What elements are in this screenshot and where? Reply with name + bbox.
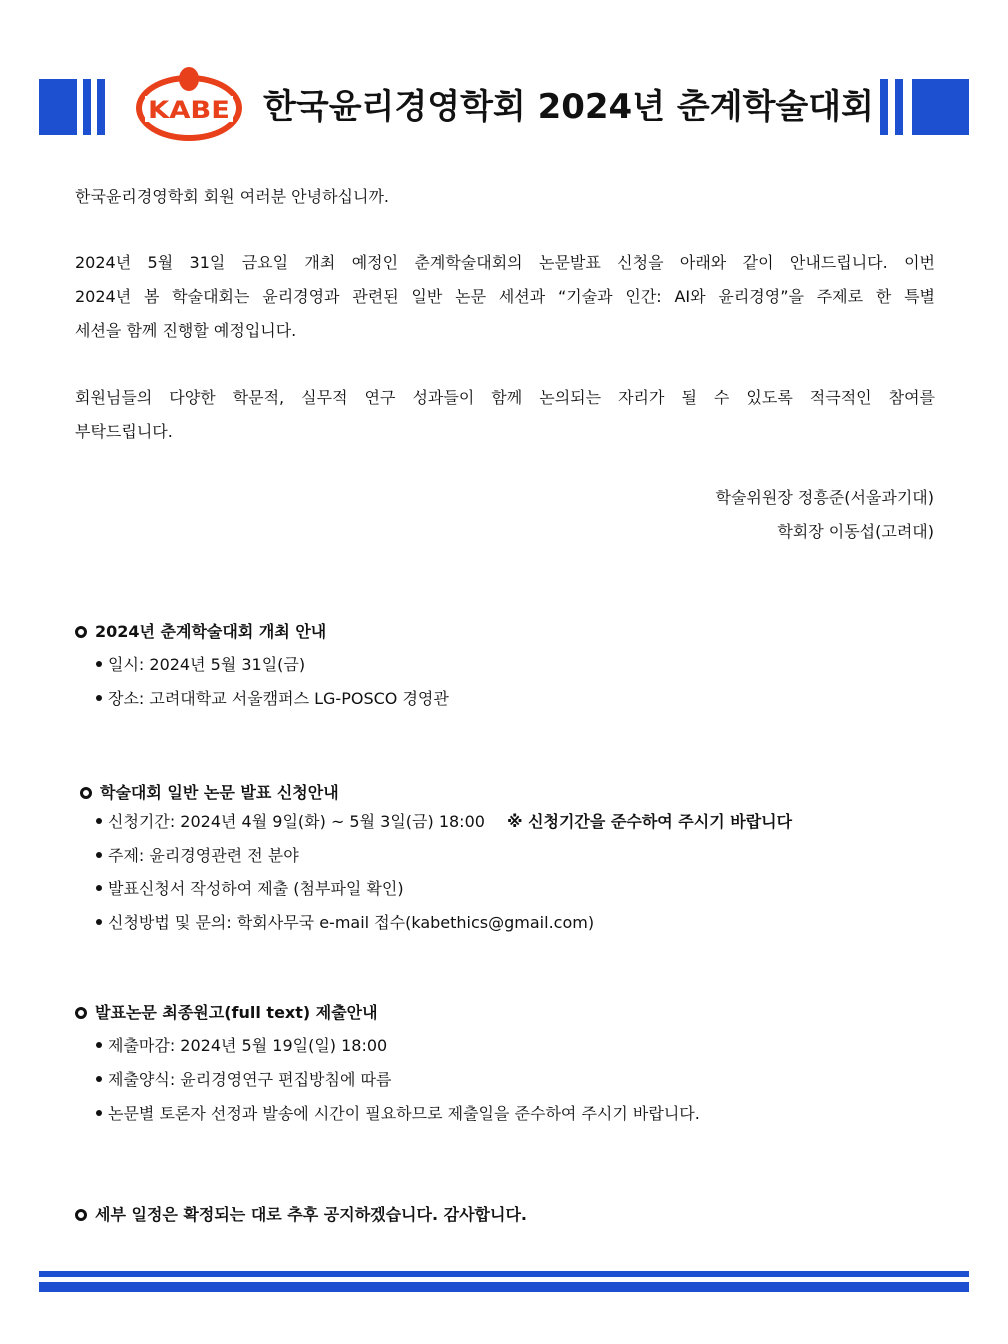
- header-bar-right-2: [895, 79, 903, 135]
- list-item-period: [96, 806, 792, 838]
- bullet-icon: [96, 1042, 102, 1048]
- list-item-format: [96, 1064, 391, 1096]
- greeting-text: 한국윤리경영학회 회원 여러분 안녕하십니까.: [75, 187, 390, 206]
- intro-line: 2024년 5월 31일 금요일 개최 예정인 춘계학술대회의 논문발표 신청을 아래와 같이 안내드립니다. 이번: [75, 253, 935, 272]
- circle-bullet-icon: [75, 626, 87, 638]
- section-title-fulltext: [75, 997, 378, 1029]
- header-bar-right-3: [912, 79, 969, 135]
- signature-president: 학회장 이동섭(고려대): [777, 522, 934, 541]
- kabe-logo: [135, 66, 243, 142]
- list-item-notice: [96, 1098, 700, 1130]
- bullet-icon: [96, 1110, 102, 1116]
- logo-text: KABE: [148, 96, 230, 124]
- list-item-contact: [96, 907, 594, 939]
- header-bar-left-3: [97, 79, 105, 135]
- list-item-text: 신청기간: 2024년 4월 9일(화) ~ 5월 3일(금) 18:00: [108, 812, 485, 831]
- list-item-topic: [96, 840, 299, 872]
- footer-bar-thin: [39, 1271, 969, 1277]
- list-item-text: 일시: 2024년 5월 31일(금): [108, 655, 306, 674]
- intro-line: 회원님들의 다양한 학문적, 실무적 연구 성과들이 함께 논의되는 자리가 될 수 있도록 적극적인 참여를: [75, 388, 935, 407]
- header-bar-left-2: [83, 79, 91, 135]
- list-item-form: [96, 873, 404, 905]
- circle-bullet-icon: [75, 1209, 87, 1221]
- header-bar-right-1: [880, 79, 888, 135]
- circle-bullet-icon: [80, 787, 92, 799]
- section-title-text: 세부 일정은 확정되는 대로 추후 공지하겠습니다. 감사합니다.: [95, 1205, 527, 1224]
- header-bar-left-1: [39, 79, 77, 135]
- footer-bar-thick: [39, 1282, 969, 1292]
- bullet-icon: [96, 919, 102, 925]
- section-title-text: 2024년 춘계학술대회 개최 안내: [95, 622, 327, 641]
- intro-line: 부탁드립니다.: [75, 422, 173, 441]
- intro-paragraph-2: [75, 381, 935, 449]
- list-item-text: 제출마감: 2024년 5월 19일(일) 18:00: [108, 1036, 388, 1055]
- circle-bullet-icon: [75, 1007, 87, 1019]
- bullet-icon: [96, 1076, 102, 1082]
- intro-line: 2024년 봄 학술대회는 윤리경영과 관련된 일반 논문 세션과 “기술과 인간: AI와 윤리경영”을 주제로 한 특별: [75, 287, 935, 306]
- section-title-submission: [80, 777, 339, 809]
- list-item-deadline: [96, 1030, 387, 1062]
- page-title: 한국윤리경영학회 2024년 춘계학술대회: [263, 87, 874, 127]
- list-item-text: 제출양식: 윤리경영연구 편집방침에 따름: [108, 1070, 392, 1089]
- intro-line: 세션을 함께 진행할 예정입니다.: [75, 321, 297, 340]
- intro-paragraph-1: [75, 246, 935, 348]
- header: [0, 0, 1008, 160]
- bullet-icon: [96, 695, 102, 701]
- list-item-date: [96, 649, 305, 681]
- bullet-icon: [96, 885, 102, 891]
- greeting: [75, 180, 935, 214]
- list-item-venue: [96, 683, 449, 715]
- bullet-icon: [96, 661, 102, 667]
- list-item-text: 장소: 고려대학교 서울캠퍼스 LG-POSCO 경영관: [108, 689, 449, 708]
- list-item-text: 신청방법 및 문의: 학회사무국 e-mail 접수(kabethics@gmail.com): [108, 913, 595, 932]
- deadline-note: ※ 신청기간을 준수하여 주시기 바랍니다: [506, 812, 793, 831]
- list-item-text: 논문별 토론자 선정과 발송에 시간이 필요하므로 제출일을 준수하여 주시기 바랍니다.: [108, 1104, 700, 1123]
- bullet-icon: [96, 818, 102, 824]
- list-item-text: 주제: 윤리경영관련 전 분야: [108, 846, 299, 865]
- bullet-icon: [96, 852, 102, 858]
- section-title-conference: [75, 616, 326, 648]
- section-title-text: 발표논문 최종원고(full text) 제출안내: [95, 1003, 378, 1022]
- signature-academic-chair: 학술위원장 정흥준(서울과기대): [715, 488, 934, 507]
- list-item-text: 발표신청서 작성하여 제출 (첨부파일 확인): [108, 879, 404, 898]
- section-title-closing: [75, 1199, 527, 1231]
- section-title-text: 학술대회 일반 논문 발표 신청안내: [100, 783, 339, 802]
